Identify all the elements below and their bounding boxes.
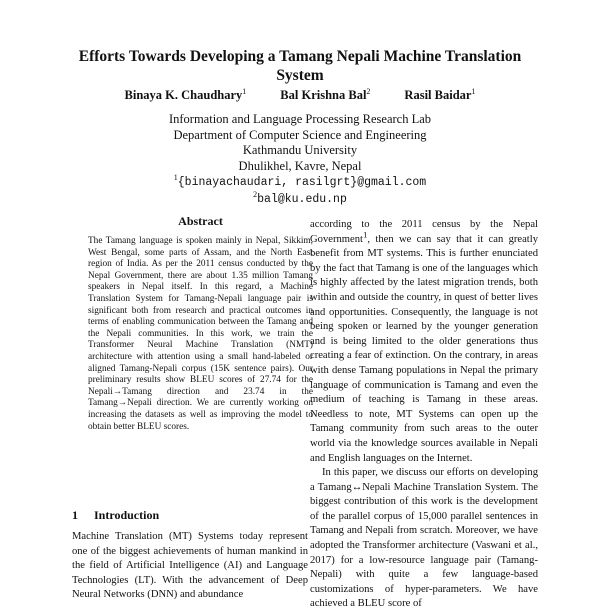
intro-left-column — [72, 530, 308, 603]
intro-paragraph: In this paper, we discuss our efforts on developing a Tamang↔Nepali Machine Translation System. The biggest contribution of this work is the development of the parallel corpus of 15,000 parallel sentences in Tamang and Nepali from scratch. Moreover, we have adopted the Transformer architecture (Vaswani et al., 2017) for a low-resource language pair (Tamang-Nepali) with quite a few language-based customizations of hyper-parameters. We have achieved a BLEU score of — [310, 467, 538, 610]
affiliation-lab: Information and Language Processing Research Lab — [168, 112, 432, 126]
intro-paragraph: according to the 2011 census by the Nepal Government$^1$, then we can say that it can greatly benefit from MT systems. This is further enunciated by the fact that Tamang is one of the languages which is highly affected by the latest migration trends, both within and outside the country, in quest of better lives and opportunities. Consequently, the language is not being spoken or learned by the younger generation and is being limited to the older generations thus creating a fear of extinction. On the contrary, in areas with dense Tamang populations in Nepal the primary language of communication is Tamang and even the medium of teaching is Tamang in these areas. Needless to note, MT Systems can open up the Tamang community from such areas to the outer world via the knowledge sources available in Nepali and English languages on the Internet. — [310, 219, 538, 464]
author-list — [60, 88, 540, 103]
paper-title: Efforts Towards Developing a Tamang Nepali Machine Translation System — [78, 48, 522, 84]
author: Binaya K. Chaudhary$^1$ — [124, 86, 247, 102]
email-line-2: $^2$bal@ku.edu.np — [253, 189, 347, 206]
author: Bal Krishna Bal$^2$ — [280, 86, 371, 102]
intro-right-column — [310, 218, 538, 612]
section-heading — [72, 508, 175, 523]
abstract-text: The Tamang language is spoken mainly in Nepal, Sikkim, West Bengal, some parts of Assam, and the North East region of India. As per the 2011 census conducted by the Nepal Government, there are about 1.35 million Tamang speakers in Nepal itself. In this regard, a Machine Translation System for Tamang-Nepali language pair is significant both from research and practical outcomes in terms of enabling communication between the Tamang and the Nepali communities. In this work, we train the Transformer Neural Machine Translation (NMT) architecture with attention using a small hand-labeled or aligned Tamang-Nepali corpus (15K sentence pairs). Our preliminary results show BLEU scores of 27.74 for the Nepali→Tamang direction and 23.74 in the Tamang→Nepali direction. We are currently working on increasing the datasets as well as improving the model to obtain better BLEU scores. — [88, 236, 313, 432]
affiliation-place: Dhulikhel, Kavre, Nepal — [238, 158, 362, 173]
email-line-1: $^1${binayachaudari, rasilgrt}@gmail.com — [173, 172, 427, 189]
intro-paragraph: Machine Translation (MT) Systems today represent one of the biggest achievements of human mankind in the field of Artificial Intelligence (AI) and Language Technologies (LT). With the advancement of Deep Neural Networks (DNN) and abundance — [72, 531, 308, 601]
section-title: Introduction — [94, 508, 160, 522]
abstract-heading: Abstract — [178, 214, 223, 228]
affiliation-university: Kathmandu University — [242, 143, 358, 157]
affiliation-dept: Department of Computer Science and Engineering — [173, 127, 427, 142]
author: Rasil Baidar$^1$ — [404, 86, 476, 102]
footnote-marker: 1 — [362, 229, 368, 240]
section-number: 1 — [72, 508, 78, 522]
affiliation-block — [60, 112, 540, 207]
